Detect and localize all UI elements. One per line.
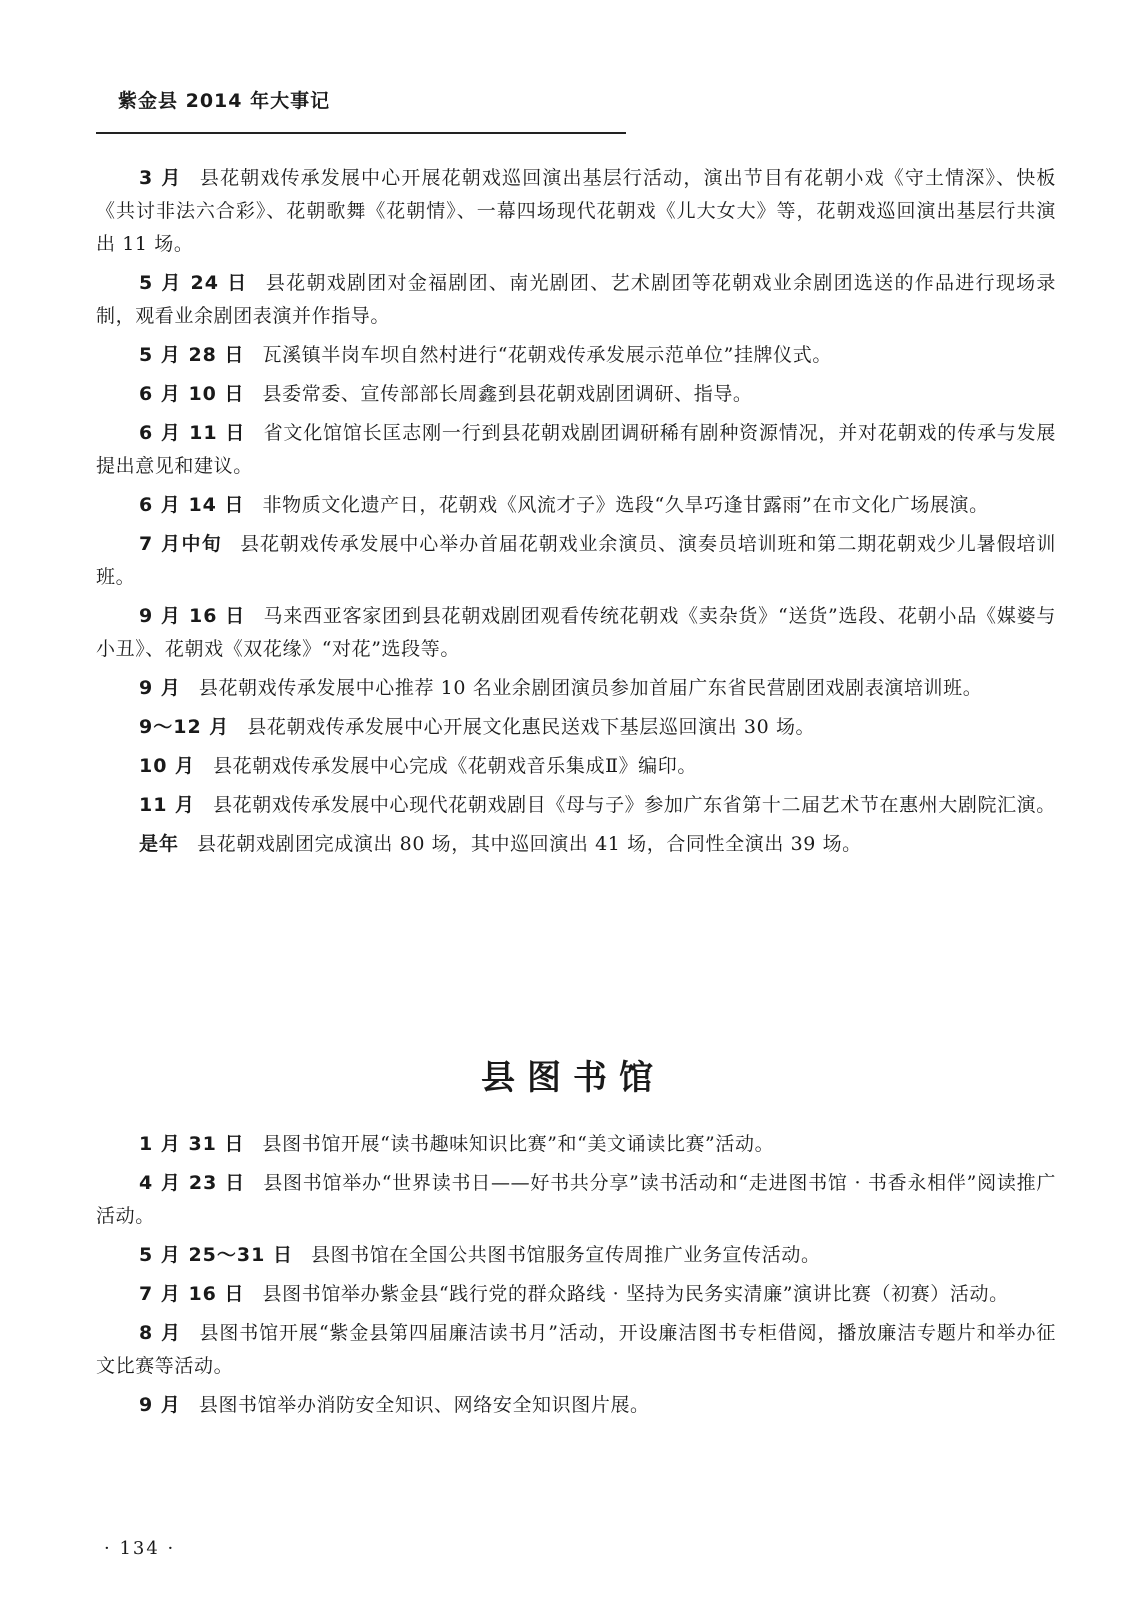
entry-date: 5 月 25～31 日: [139, 1244, 293, 1266]
page-number: · 134 ·: [104, 1538, 176, 1559]
entry-date: 9 月: [139, 677, 181, 699]
section-title: 县图书馆: [481, 1058, 665, 1098]
chronicle-entry: [96, 1239, 1056, 1272]
entry-date: 7 月 16 日: [139, 1283, 245, 1305]
entry-text: 县图书馆举办紫金县“践行党的群众路线 · 坚持为民务实清廉”演讲比赛（初赛）活动。: [262, 1283, 1009, 1305]
chronicle-entry: [96, 1128, 1056, 1161]
chronicle-entry: [96, 1167, 1056, 1233]
chronicle-entry: [96, 267, 1056, 333]
entry-text: 县花朝戏传承发展中心推荐 10 名业余剧团演员参加首届广东省民营剧团戏剧表演培训班。: [198, 677, 983, 699]
entry-date: 5 月 28 日: [139, 344, 245, 366]
chronicle-entry: [96, 1278, 1056, 1311]
entry-date: 4 月 23 日: [139, 1172, 246, 1194]
chronicle-entry: [96, 339, 1056, 372]
entry-date: 11 月: [139, 794, 196, 816]
entry-date: 7 月中旬: [139, 533, 223, 555]
entry-date: 9 月: [139, 1394, 181, 1416]
entry-text: 县花朝戏传承发展中心开展文化惠民送戏下基层巡回演出 30 场。: [247, 716, 816, 738]
entry-text: 县图书馆举办消防安全知识、网络安全知识图片展。: [198, 1394, 650, 1416]
entry-date: 10 月: [139, 755, 196, 777]
chronicle-entry: [96, 378, 1056, 411]
chronicle-entry: [96, 1389, 1056, 1422]
entry-text: 马来西亚客家团到县花朝戏剧团观看传统花朝戏《卖杂货》“送货”选段、花朝小品《媒婆与小丑》、花朝戏《双花缘》“对花”选段等。: [96, 605, 1056, 660]
header-rule: [96, 132, 626, 134]
entry-text: 非物质文化遗产日，花朝戏《风流才子》选段“久旱巧逢甘露雨”在市文化广场展演。: [262, 494, 989, 516]
entry-date: 9 月 16 日: [139, 605, 246, 627]
chronicle-entry: [96, 711, 1056, 744]
entry-date: 5 月 24 日: [139, 272, 248, 294]
chronicle-entry: [96, 672, 1056, 705]
chronicle-entry: [96, 750, 1056, 783]
entry-date: 6 月 14 日: [139, 494, 245, 516]
entry-date: 3 月: [139, 167, 182, 189]
entry-date: 是年: [139, 833, 180, 855]
entry-date: 6 月 11 日: [139, 422, 246, 444]
entry-date: 9～12 月: [139, 716, 230, 738]
entry-text: 县图书馆开展“读书趣味知识比赛”和“美文诵读比赛”活动。: [262, 1133, 775, 1155]
entry-text: 县图书馆在全国公共图书馆服务宣传周推广业务宣传活动。: [310, 1244, 821, 1266]
section-county-library: [96, 1128, 1056, 1428]
chronicle-entry: [96, 417, 1056, 483]
chronicle-entry: [96, 600, 1056, 666]
chronicle-entry: [96, 528, 1056, 594]
entry-text: 县图书馆开展“紫金县第四届廉洁读书月”活动，开设廉洁图书专柜借阅，播放廉洁专题片和举办征文比赛等活动。: [96, 1322, 1056, 1377]
entry-text: 县花朝戏传承发展中心开展花朝戏巡回演出基层行活动，演出节目有花朝小戏《守土情深》、快板《共讨非法六合彩》、花朝歌舞《花朝情》、一幕四场现代花朝戏《儿大女大》等，花朝戏巡回演出基层行共演出 11 场。: [96, 167, 1056, 255]
entry-text: 省文化馆馆长匡志刚一行到县花朝戏剧团调研稀有剧种资源情况，并对花朝戏的传承与发展提出意见和建议。: [96, 422, 1056, 477]
entry-text: 县花朝戏剧团完成演出 80 场，其中巡回演出 41 场，合同性全演出 39 场。: [197, 833, 862, 855]
entry-text: 县花朝戏剧团对金福剧团、南光剧团、艺术剧团等花朝戏业余剧团选送的作品进行现场录制，观看业余剧团表演并作指导。: [96, 272, 1056, 327]
chronicle-entry: [96, 1317, 1056, 1383]
chronicle-entry: [96, 162, 1056, 261]
entry-text: 县委常委、宣传部部长周鑫到县花朝戏剧团调研、指导。: [262, 383, 753, 405]
chronicle-entry: [96, 489, 1056, 522]
entry-date: 8 月: [139, 1322, 182, 1344]
running-header: 紫金县 2014 年大事记: [118, 90, 331, 112]
entry-date: 1 月 31 日: [139, 1133, 245, 1155]
entry-text: 县花朝戏传承发展中心举办首届花朝戏业余演员、演奏员培训班和第二期花朝戏少儿暑假培训班。: [96, 533, 1056, 588]
entry-date: 6 月 10 日: [139, 383, 245, 405]
entry-text: 县图书馆举办“世界读书日——好书共分享”读书活动和“走进图书馆 · 书香永相伴”阅读推广活动。: [96, 1172, 1056, 1227]
entry-text: 县花朝戏传承发展中心现代花朝戏剧目《母与子》参加广东省第十二届艺术节在惠州大剧院汇演。: [213, 794, 1056, 816]
chronicle-entry: [96, 828, 1056, 861]
entry-text: 县花朝戏传承发展中心完成《花朝戏音乐集成Ⅱ》编印。: [213, 755, 697, 777]
chronicle-entry: [96, 789, 1056, 822]
section-huachao-opera: [96, 162, 1056, 867]
entry-text: 瓦溪镇半岗车坝自然村进行“花朝戏传承发展示范单位”挂牌仪式。: [262, 344, 832, 366]
